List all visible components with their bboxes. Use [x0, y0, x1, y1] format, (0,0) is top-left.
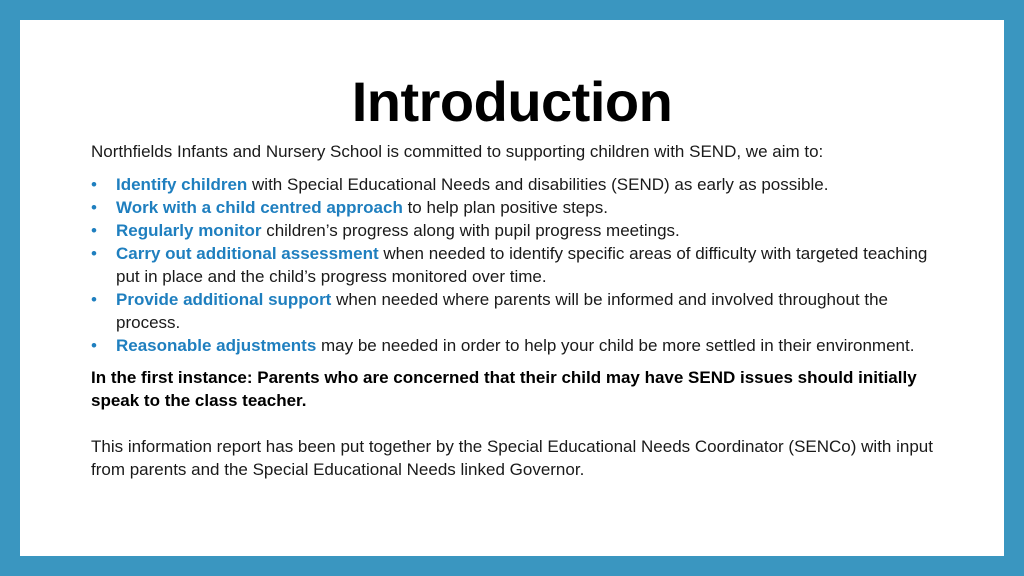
item-highlight: Regularly monitor	[116, 221, 262, 240]
item-text: may be needed in order to help your child be more settled in their environment.	[316, 336, 915, 355]
list-item	[91, 334, 951, 357]
item-text: with Special Educational Needs and disabilities (SEND) as early as possible.	[247, 175, 829, 194]
item-text: children’s progress along with pupil progress meetings.	[261, 221, 680, 240]
list-item	[91, 242, 951, 288]
list-item	[91, 288, 951, 334]
bullet-icon: •	[91, 198, 97, 217]
item-highlight: Identify children	[116, 175, 248, 194]
item-highlight: Carry out additional assessment	[116, 244, 379, 263]
item-text: when needed where parents will be informed and involved throughout the process.	[116, 290, 889, 332]
slide-body	[91, 140, 951, 481]
aims-list	[91, 173, 951, 357]
item-text: when needed to identify specific areas of difficulty with targeted teaching put in place and the child’s progress monitored over time.	[116, 244, 928, 286]
list-item	[91, 219, 951, 242]
intro-text: Northfields Infants and Nursery School is committed to supporting children with SEND, we aim to:	[91, 142, 824, 161]
item-highlight: Work with a child centred approach	[116, 198, 403, 217]
slide	[20, 20, 1004, 556]
item-text: to help plan positive steps.	[402, 198, 608, 217]
list-item	[91, 196, 951, 219]
list-item	[91, 173, 951, 196]
item-highlight: Reasonable adjustments	[116, 336, 317, 355]
report-text: This information report has been put together by the Special Educational Needs Coordinator (SENCo) with input from parents and the Special Educational Needs linked Governor.	[91, 437, 933, 479]
bullet-icon: •	[91, 336, 97, 355]
page-title: Introduction	[351, 70, 673, 133]
parent-note: In the first instance: Parents who are concerned that their child may have SEND issues should initially speak to the class teacher.	[91, 368, 917, 410]
bullet-icon: •	[91, 175, 97, 194]
bullet-icon: •	[91, 290, 97, 309]
item-highlight: Provide additional support	[116, 290, 332, 309]
bullet-icon: •	[91, 221, 97, 240]
bullet-icon: •	[91, 244, 97, 263]
